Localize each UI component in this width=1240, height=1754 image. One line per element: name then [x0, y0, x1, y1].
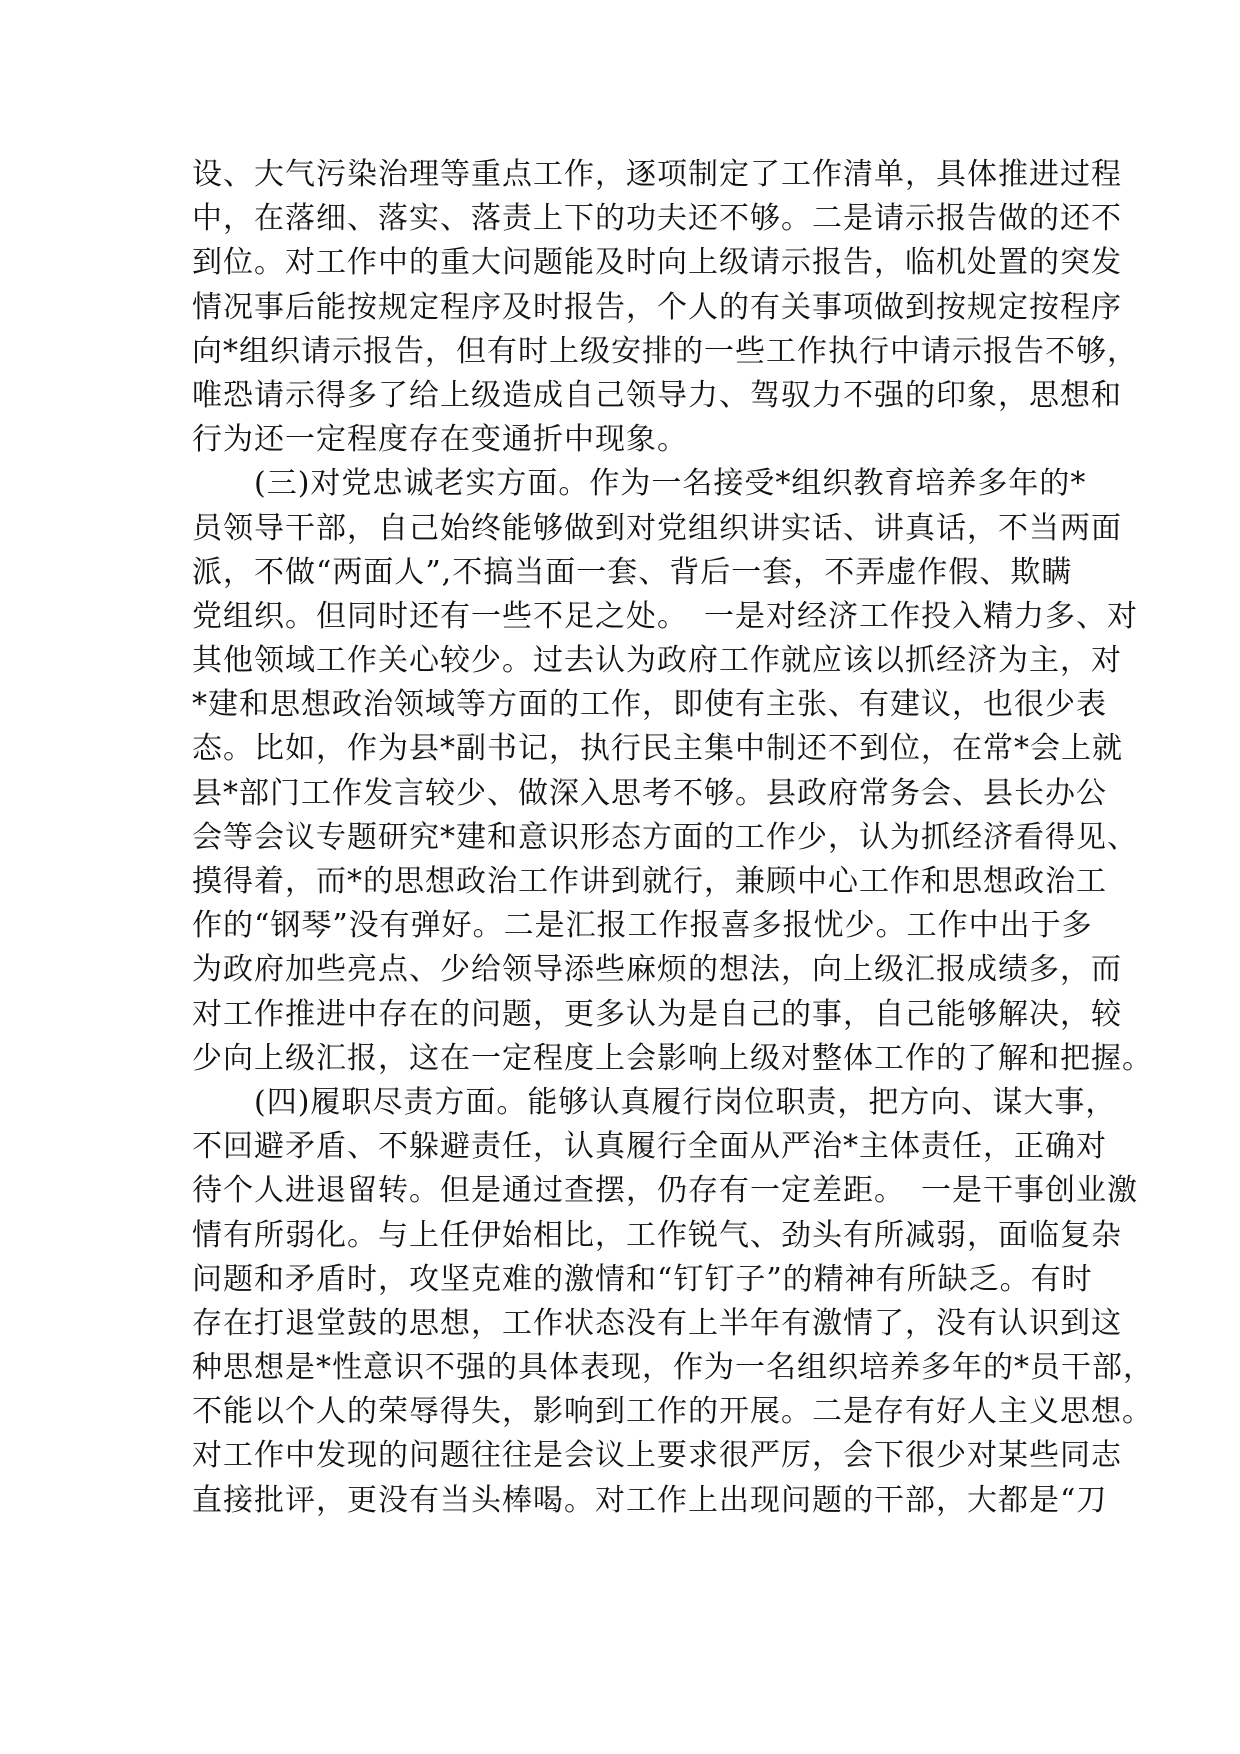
text-line: 其他领域工作关心较少。过去认为政府工作就应该以抓经济为主，对: [192, 643, 1122, 679]
text-line: 员领导干部，自己始终能够做到对党组织讲实话、讲真话，不当两面: [192, 510, 1122, 546]
text-line: 行为还一定程度存在变通折中现象。: [192, 422, 688, 458]
body-text: [192, 153, 1154, 1523]
text-line: 县*部门工作发言较少、做深入思考不够。县政府常务会、县长办公: [192, 775, 1107, 811]
text-line: 待个人进退留转。但是通过查摆，仍存有一定差距。 一是干事创业激: [192, 1173, 1138, 1209]
text-line: 对工作中发现的问题往往是会议上要求很严厉，会下很少对某些同志: [192, 1438, 1122, 1474]
text-line: 直接批评，更没有当头棒喝。对工作上出现问题的干部，大都是“刀: [192, 1482, 1108, 1518]
text-line: 种思想是*性意识不强的具体表现，作为一名组织培养多年的*员干部，: [192, 1350, 1154, 1386]
text-line: 派，不做“两面人”,不搞当面一套、背后一套，不弄虚作假、欺瞒: [192, 554, 1073, 590]
text-line: 存在打退堂鼓的思想，工作状态没有上半年有激情了，没有认识到这: [192, 1305, 1122, 1341]
text-line: 会等会议专题研究*建和意识形态方面的工作少，认为抓经济看得见、: [192, 819, 1138, 855]
text-line: 作的“钢琴”没有弹好。二是汇报工作报喜多报忧少。工作中出于多: [192, 908, 1093, 944]
text-line: 唯恐请示得多了给上级造成自己领导力、驾驭力不强的印象，思想和: [192, 377, 1122, 413]
text-line: 对工作推进中存在的问题，更多认为是自己的事，自己能够解决，较: [192, 996, 1122, 1032]
text-line: 到位。对工作中的重大问题能及时向上级请示报告，临机处置的突发: [192, 245, 1122, 281]
section-heading-line: (四)履职尽责方面。能够认真履行岗位职责，把方向、谋大事，: [192, 1084, 1117, 1120]
text-line: 态。比如，作为县*副书记，执行民主集中制还不到位，在常*会上就: [192, 731, 1123, 767]
text-line: 中，在落细、落实、落责上下的功夫还不够。二是请示报告做的还不: [192, 201, 1122, 237]
section-heading-line: (三)对党忠诚老实方面。作为一名接受*组织教育培养多年的*: [192, 466, 1087, 502]
text-line: 设、大气污染治理等重点工作，逐项制定了工作清单，具体推进过程: [192, 157, 1122, 192]
text-line: 情有所弱化。与上任伊始相比，工作锐气、劲头有所减弱，面临复杂: [192, 1217, 1122, 1253]
text-line: 问题和矛盾时，攻坚克难的激情和“钉钉子”的精神有所缺乏。有时: [192, 1261, 1093, 1297]
text-line: 不回避矛盾、不躲避责任，认真履行全面从严治*主体责任，正确对: [192, 1129, 1107, 1165]
text-line: 为政府加些亮点、少给领导添些麻烦的想法，向上级汇报成绩多，而: [192, 952, 1122, 988]
text-line: 情况事后能按规定程序及时报告，个人的有关事项做到按规定按程序: [192, 289, 1122, 325]
text-line: 摸得着，而*的思想政治工作讲到就行，兼顾中心工作和思想政治工: [192, 864, 1107, 899]
text-line: *建和思想政治领域等方面的工作，即使有主张、有建议，也很少表: [192, 687, 1107, 723]
text-line: 少向上级汇报，这在一定程度上会影响上级对整体工作的了解和把握。: [192, 1040, 1153, 1076]
text-line: 向*组织请示报告，但有时上级安排的一些工作执行中请示报告不够，: [192, 333, 1138, 369]
text-line: 党组织。但同时还有一些不足之处。 一是对经济工作投入精力多、对: [192, 598, 1138, 634]
text-line: 不能以个人的荣辱得失，影响到工作的开展。二是存有好人主义思想。: [192, 1394, 1153, 1430]
